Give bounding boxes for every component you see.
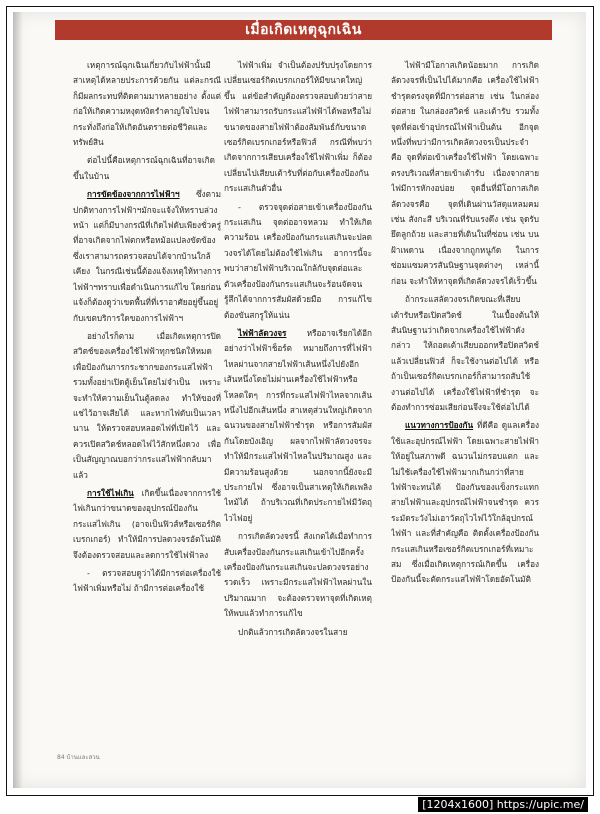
paragraph	[391, 418, 539, 587]
paragraph: การเกิดลัดวงจรนี้ สังเกตได้เมื่อทำการสับเครื่องป้องกันกระแสเกินเข้าไปอีกครั้ง เครื่องป้องกันกระแสเกินจะปลดวงจรอย่างรวดเร็ว เพราะมีกระแสไฟฟ้าไหลผ่านในปริมาณมาก จะต้องตรวจหาจุดที่เกิดเหตุให้พบแล้วทำการแก้ไข	[224, 531, 372, 619]
section-banner	[55, 20, 552, 40]
text-column-3	[391, 58, 539, 748]
upload-watermark: [1204x1600] https://upic.me/	[418, 797, 588, 812]
paragraph: ไฟฟ้าเพิ่ม จำเป็นต้องปรับปรุงโดยการเปลี่ยนเซอร์กิตเบรกเกอร์ให้มีขนาดใหญ่ขึ้น แต่ข้อสำคัญต้องตรวจสอบด้วยว่าสายไฟฟ้าสามารถรับกระแสไฟฟ้าได้พอหรือไม่ ขนาดของสายไฟฟ้าต้องสัมพันธ์กับขนาดเซอร์กิตเบรกเกอร์หรือฟิวส์ กรณีที่พบว่าเกิดจากการเสียบเครื่องใช้ไฟฟ้าเพิ่ม ก็ต้องเปลี่ยนไปเสียบเต้ารับที่ต่อกับเครื่องป้องกันกระแสเกินตัวอื่น	[224, 60, 372, 194]
paragraph: เหตุการณ์ฉุกเฉินเกี่ยวกับไฟฟ้านั้นมีสาเหตุได้หลายประการด้วยกัน แต่ละกรณีก็มีผลกระทบที่ติดตามมาหลายอย่าง ตั้งแต่ก่อให้เกิดความหงุดหงิดรำคาญใจไปจนกระทั่งถึงก่อให้เกิดอันตรายต่อชีวิตและทรัพย์สิน	[73, 60, 221, 148]
paragraph: ปกติแล้วการเกิดลัดวงจรในสาย	[238, 626, 348, 637]
text-column-1	[73, 58, 221, 748]
subheading: แนวทางการป้องกัน	[405, 420, 474, 431]
paragraph-text: ซึ่งตามปกติทางการไฟฟ้าฯมักจะแจ้งให้ทราบล่วงหน้า แต่ก็มีบางกรณีที่เกิดไฟดับเพียงชั่วครู่ ที่อาจเกิดจากไฟตกหรือหม้อแปลงขัดข้อง ซึ่งเราสามารถตรวจสอบได้จากบ้านใกล้เคียง ในกรณีเช่นนี้ต้องแจ้งเหตุให้ทางการไฟฟ้าฯทราบเพื่อดำเนินการแก้ไข โดยก่อนแจ้งก็ต้องดูว่าเขตพื้นที่ที่เราอาศัยอยู่ขึ้นอยู่กับเขตบริการใดของการไฟฟ้าฯ	[73, 189, 221, 323]
paragraph	[224, 326, 372, 526]
page-footer: 84 บ้านและสวน	[57, 754, 100, 761]
paragraph: - ตรวจจุดต่อสายเข้าเครื่องป้องกันกระแสเกิน จุดต่ออาจหลวม ทำให้เกิดความร้อน เครื่องป้องกันกระแสเกินจะปลดวงจรได้โดยไม่ต้องใช้ไฟเกิน อาการนี้จะพบว่าสายไฟฟ้าบริเวณใกล้กับจุดต่อและตัวเครื่องป้องกันกระแสเกินจะร้อนจัดจนรู้สึกได้จากการสัมผัสด้วยมือ การแก้ไขต้องขันสกรูให้แน่น	[224, 201, 372, 320]
page-title: เมื่อเกิดเหตุฉุกเฉิน	[245, 22, 362, 38]
paragraph-text: ที่ดีคือ ดูแลเครื่องใช้และอุปกรณ์ไฟฟ้า โดยเฉพาะสายไฟฟ้าให้อยู่ในสภาพดี ฉนวนไม่กรอบแตก และไม่ใช้เครื่องใช้ไฟฟ้ามากเกินกว่าที่สายไฟฟ้าจะทนได้ ป้องกันของแข็งกระแทกสายไฟฟ้าและอุปกรณ์ไฟฟ้าจนชำรุด ควรระมัดระวังไม่เอาวัตถุไวไฟไว้ใกล้อุปกรณ์ไฟฟ้า และที่สำคัญคือ ติดตั้งเครื่องป้องกันกระแสเกินหรือเซอร์กิตเบรกเกอร์ที่เหมาะสม ซึ่งเมื่อเกิดเหตุการณ์เกิดขึ้น เครื่องป้องกันนี้จะตัดกระแสไฟฟ้าโดยอัตโนมัติ	[391, 420, 539, 585]
paragraph-text: เกิดขึ้นเนื่องจากการใช้ไฟเกินกว่าขนาดของอุปกรณ์ป้องกันกระแสไฟเกิน (อาจเป็นฟิวส์หรือเซอร์กิตเบรกเกอร์) ทำให้มีการปลดวงจรอัตโนมัติ จึงต้องตรวจสอบและลดการใช้ไฟฟ้าลง	[73, 487, 221, 560]
paragraph: - ตรวจสอบดูว่าได้มีการต่อเครื่องใช้ไฟฟ้าเพิ่มหรือไม่ ถ้ามีการต่อเครื่องใช้	[73, 568, 221, 594]
paragraph: ถ้ากระแสลัดวงจรเกิดขณะที่เสียบเต้ารับหรือเปิดสวิตช์ ในเบื้องต้นให้สันนิษฐานว่าเกิดจากเครื่องใช้ไฟฟ้าดังกล่าว ให้ถอดเต้าเสียบออกหรือปิดสวิตช์ แล้วเปลี่ยนฟิวส์ ก็จะใช้งานต่อไปได้ หรือถ้าเป็นเซอร์กิตเบรกเกอร์ก็สามารถสับใช้งานต่อไปได้ เครื่องใช้ไฟฟ้าที่ชำรุด จะต้องทำการซ่อมเสียก่อนจึงจะใช้ต่อไปได้	[391, 294, 539, 412]
subheading: การขัดข้องจากการไฟฟ้าฯ	[87, 189, 180, 200]
paragraph: ไฟฟ้ามีโอกาสเกิดน้อยมาก การเกิดลัดวงจรที่เป็นไปได้มากคือ เครื่องใช้ไฟฟ้าชำรุดตรงจุดที่มีการต่อสาย เช่น ในกล่องต่อสาย ในกล่องสวิตช์ และเต้ารับ รวมทั้งจุดที่ต่อเข้าอุปกรณ์ไฟฟ้าเป็นต้น อีกจุดหนึ่งที่พบว่ามีการเกิดลัดวงจรเป็นประจำคือ จุดที่ต่อเข้าเครื่องใช้ไฟฟ้า โดยเฉพาะตรงบริเวณที่สายเข้าเต้ารับ เนื่องจากสายไฟมีการหักงอบ่อย จุดอื่นที่มีโอกาสเกิดลัดวงจรคือ จุดที่เดินผ่านวัสดุแหลมคม เช่น สังกะสี บริเวณที่รับแรงดึง เช่น จุดรับยึดลูกถ้วย และสายที่เดินในที่ซ่อน เช่น บนฝ้าเพดาน เนื่องจากถูกหนูกัด ในการซ่อมแซมควรสันนิษฐานจุดต่างๆ เหล่านี้ก่อน จะทำให้หาจุดที่เกิดลัดวงจรได้เร็วขึ้น	[391, 60, 539, 286]
subheading: การใช้ไฟเกิน	[87, 487, 134, 498]
subheading: ไฟฟ้าลัดวงจร	[238, 327, 287, 338]
paragraph	[73, 486, 221, 563]
paragraph: ต่อไปนี้คือเหตุการณ์ฉุกเฉินที่อาจเกิดขึ้นในบ้าน	[73, 155, 215, 181]
paragraph	[73, 187, 221, 326]
text-column-2	[224, 58, 372, 748]
paragraph: อย่างไรก็ตาม เมื่อเกิดเหตุการปิดสวิตช์ของเครื่องใช้ไฟฟ้าทุกชนิดให้หมดเพื่อป้องกันการกระชากของกระแสไฟฟ้า รวมทั้งอย่าเปิดตู้เย็นโดยไม่จำเป็น เพราะจะทำให้ความเย็นในตู้ลดลง ทำให้ของที่แช่ไว้อาจเสียได้ และหากไฟดับเป็นเวลานาน ให้ตรวจสอบหลอดไฟที่เปิดไว้ และควรเปิดสวิตช์หลอดไฟไว้สักหนึ่งดวง เพื่อเป็นสัญญาณบอกว่ากระแสไฟฟ้ากลับมาแล้ว	[73, 330, 221, 480]
paragraph-text: หรืออาจเรียกได้อีกอย่างว่าไฟฟ้าช็อร์ต หมายถึงการที่ไฟฟ้าไหลผ่านจากสายไฟฟ้าเส้นหนึ่งไปยังอีกเส้นหนึ่งโดยไม่ผ่านเครื่องใช้ไฟฟ้าหรือโหลดใดๆ การที่กระแสไฟฟ้าไหลจากเส้นหนึ่งไปอีกเส้นหนึ่ง สาเหตุส่วนใหญ่เกิดจากฉนวนของสายไฟฟ้าชำรุด หรือการสัมผัสกันโดยบังเอิญ ผลจากไฟฟ้าลัดวงจรจะทำให้มีกระแสไฟฟ้าไหลในปริมาณสูง และมีความร้อนสูงด้วย นอกจากนี้ยังจะมีประกายไฟ ซึ่งอาจเป็นสาเหตุให้เกิดเพลิงไหม้ได้ ถ้าบริเวณที่เกิดประกายไฟมีวัตถุไวไฟอยู่	[224, 327, 372, 523]
